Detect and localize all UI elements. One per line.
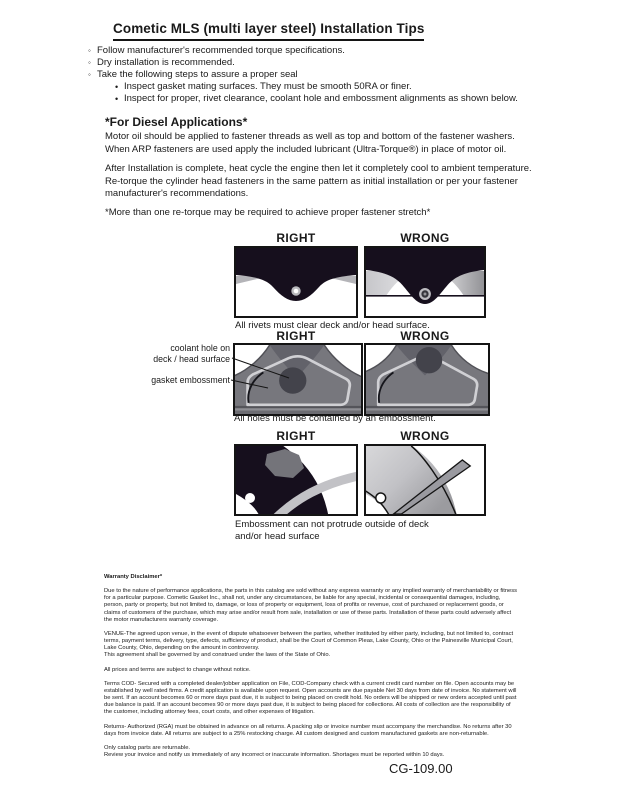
list-item-text: Dry installation is recommended. — [97, 57, 235, 69]
disclaimer-catalog-paragraph — [104, 745, 518, 759]
rivet-clearance-right-illustration — [236, 248, 356, 316]
diesel-applications-heading: *For Diesel Applications* — [105, 115, 248, 129]
diesel-paragraph-2: After Installation is complete, heat cycle the engine then let it completely cool to ambient temperature. Re-torque the cylinder head fasteners in the same pattern as initial installation or per your fastener manufacturer's recommendations. — [105, 163, 532, 200]
coolant-hole-right-illustration — [235, 345, 361, 414]
protrusion-right-diagram — [234, 444, 358, 516]
open-bullet-icon: ◦ — [88, 58, 91, 68]
row3-right-label: RIGHT — [276, 429, 316, 443]
row3-caption — [235, 519, 485, 542]
disclaimer-returns-paragraph: Returns- Authorized (RGA) must be obtained in advance on all returns. A packing slip or invoice number must accompany the merchandise. No returns after 30 days from invoice date. All returns are subject to a 25% restocking charge. All custom designed and custom manufactured gaskets are non-returnable. — [104, 723, 512, 737]
catalog-page-code: CG-109.00 — [389, 761, 453, 776]
protrusion-right-illustration — [236, 446, 356, 514]
filled-bullet-icon: • — [115, 94, 119, 105]
row2-caption: All holes must be contained by an embossment. — [234, 413, 436, 424]
gasket-embossment-annotation: gasket embossment — [151, 375, 230, 385]
caption-line: and/or head surface — [235, 530, 320, 542]
list-item-text: Inspect gasket mating surfaces. They must be smooth 50RA or finer. — [124, 81, 412, 93]
filled-bullet-icon: • — [115, 82, 119, 93]
venue-text: VENUE-The agreed upon venue, in the event of dispute whatsoever between the parties, whether instituted by either party, including, but not limited to, contract terms, payment terms, delivery, type, defects, sufficiency of product, shall be the Court of Common Pleas, Lake County, Ohio or the Painesville Municipal Court, Lake County, Ohio, depending on the amount in controversy. — [104, 630, 514, 652]
warranty-disclaimer-section — [104, 574, 518, 766]
list-item — [88, 69, 518, 81]
retorque-note: *More than one re-torque may be required to achieve proper fastener stretch* — [105, 207, 431, 218]
embossment-wrong-diagram — [364, 343, 490, 416]
governing-law-text: This agreement shall be governed by and construed under the laws of the State of Ohio. — [104, 652, 331, 659]
coolant-hole-annotation — [108, 343, 230, 364]
list-item-text: Inspect for proper, rivet clearance, coolant hole and embossment alignments as shown below. — [124, 93, 518, 105]
review-invoice-text: Review your invoice and notify us immediately of any incorrect or inaccurate information. Shortages must be reported within 10 days. — [104, 751, 445, 758]
caption-line: Embossment can not protrude outside of deck — [235, 519, 429, 530]
list-item — [88, 57, 518, 69]
list-item — [88, 45, 518, 57]
disclaimer-prices-paragraph: All prices and terms are subject to change without notice. — [104, 666, 251, 673]
row3-wrong-label: WRONG — [400, 429, 450, 443]
row2-right-label: RIGHT — [276, 329, 316, 343]
row1-wrong-label: WRONG — [400, 231, 450, 245]
row2-wrong-label: WRONG — [400, 329, 450, 343]
protrusion-wrong-diagram — [364, 444, 486, 516]
list-item — [115, 81, 518, 93]
protrusion-wrong-illustration — [366, 446, 484, 514]
annotation-line: deck / head surface — [153, 353, 230, 364]
disclaimer-terms-paragraph: Terms COD- Secured with a completed dealer/jobber application on File, COD-Company check with a current credit card number on file. Open accounts may be established by well rated firms. A credit application is available upon request. Open accounts are due payable Net 30 days from date of invoice. No statement will be sent. If an account becomes 60 or more days past due, it is subject to being placed on credit hold. No orders will be shipped or new orders accepted until past due balance is paid. If an account becomes 90 or more days past due, it is subject to being placed for collections. All costs of collection are the responsibility of the customer, including attorney fees, court costs, and other expenses of litigation. — [104, 680, 517, 716]
diesel-paragraph-1: Motor oil should be applied to fastener threads as well as top and bottom of the fastener washers. When ARP fasteners are used apply the included lubricant (Ultra-Torque®) in place of motor oil. — [105, 131, 515, 155]
open-bullet-icon: ◦ — [88, 46, 91, 55]
disclaimer-heading: Warranty Disclaimer* — [104, 574, 163, 580]
list-item-text: Follow manufacturer's recommended torque specifications. — [97, 45, 345, 56]
annotation-line: coolant hole on — [170, 343, 230, 353]
rivet-clearance-wrong-illustration — [366, 248, 484, 316]
embossment-right-diagram — [233, 343, 363, 416]
open-bullet-icon: ◦ — [88, 70, 91, 80]
list-item-text: Take the following steps to assure a proper seal — [97, 69, 298, 81]
disclaimer-warranty-paragraph: Due to the nature of performance applications, the parts in this catalog are sold without any express warranty or any implied warranty of merchantability or fitness for a particular purpose. Cometic Gasket Inc., shall not, under any circumstances, be liable for any special, incidental or consequential damages, including, person, party or property, but not limited to, damage, or loss of property or equipment, loss of profits or revenue, cost of purchased or replacement goods, or claims of customers of the purchase, which may arise and/or result from sale, installation or use of these parts. Installation of these parts could adversely affect the motor manufacturers warranty coverage. — [104, 588, 518, 623]
installation-tips-list — [88, 45, 518, 105]
rivet-wrong-diagram — [364, 246, 486, 318]
list-item — [115, 93, 518, 105]
rivet-right-diagram — [234, 246, 358, 318]
disclaimer-venue-paragraph — [104, 631, 518, 660]
catalog-returnable-text: Only catalog parts are returnable. — [104, 744, 191, 751]
row1-right-label: RIGHT — [276, 231, 316, 245]
page-title: Cometic MLS (multi layer steel) Installation Tips — [113, 21, 424, 41]
row1-caption: All rivets must clear deck and/or head surface. — [235, 320, 430, 331]
coolant-hole-wrong-illustration — [366, 345, 488, 414]
